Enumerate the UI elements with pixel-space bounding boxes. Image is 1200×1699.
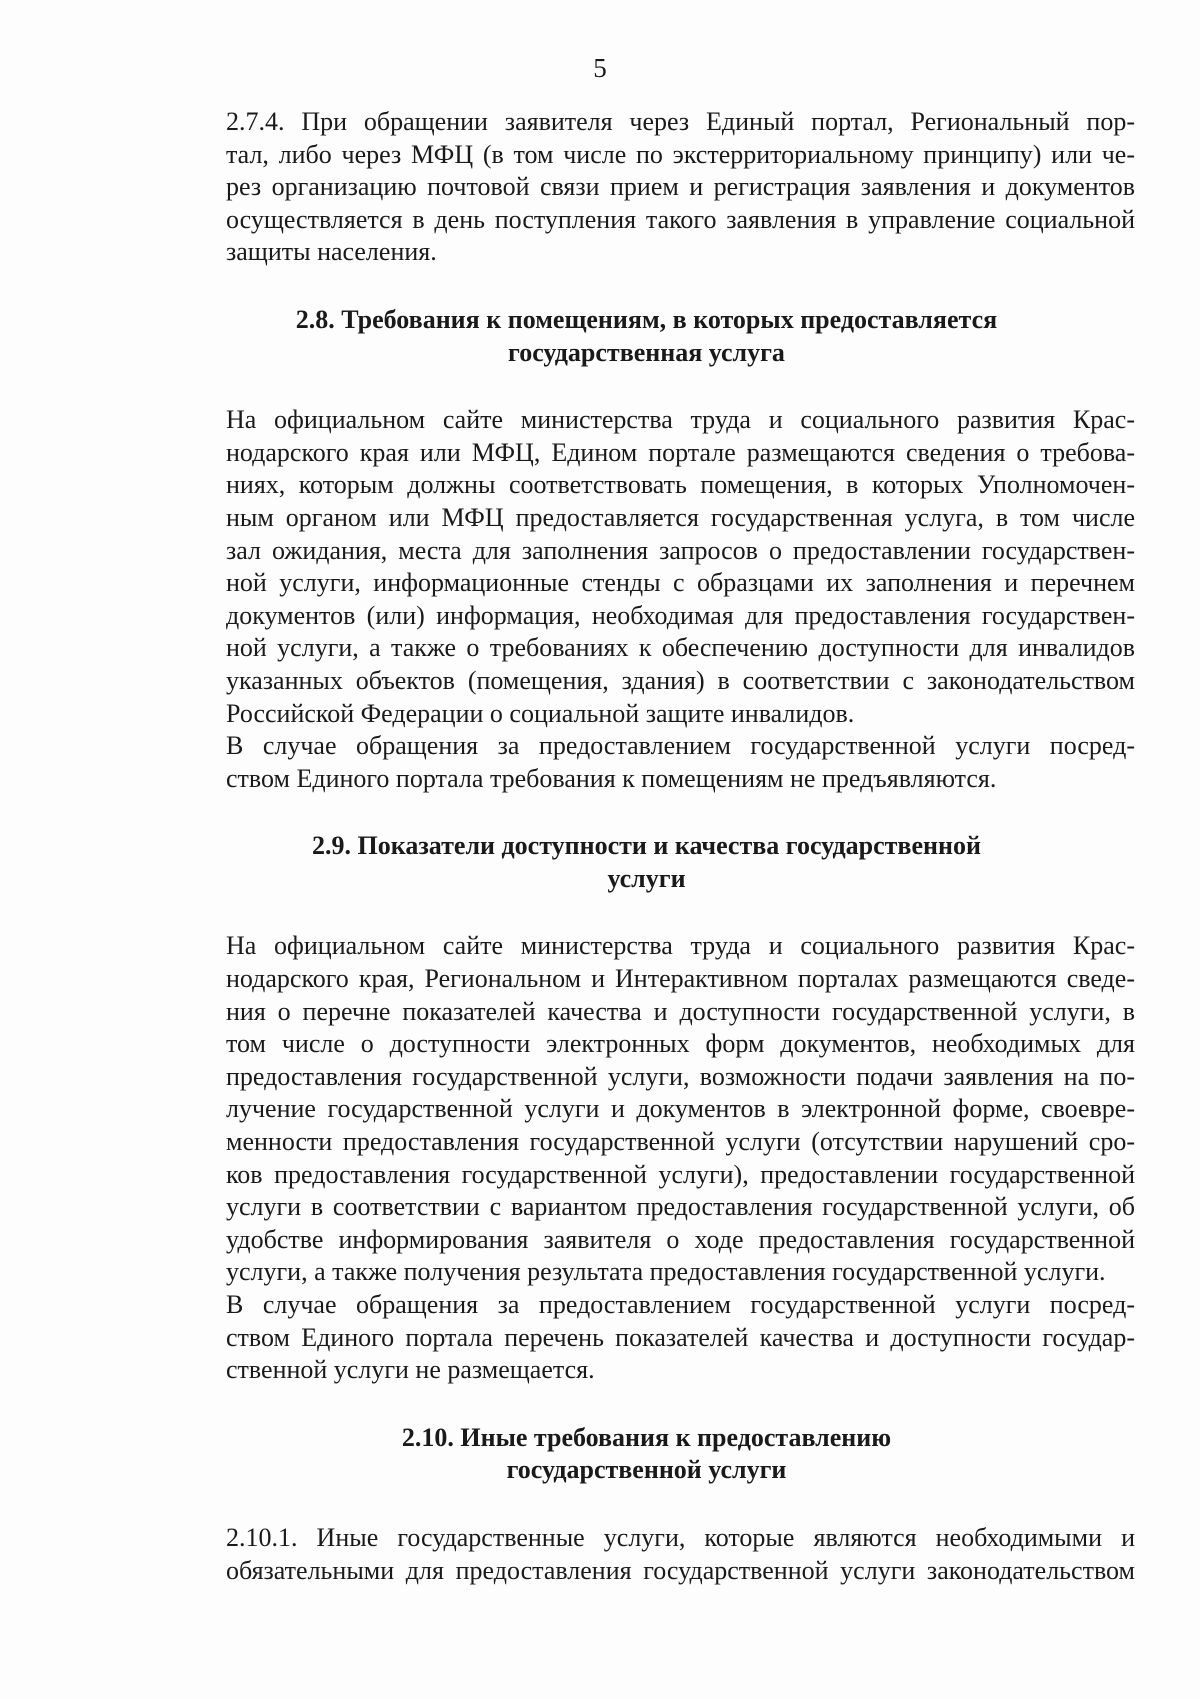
text-line: ниях, которым должны соответствовать помещения, в которых Уполномочен- [226, 470, 1135, 500]
paragraph-2-7-4 [158, 106, 1135, 269]
text-line: указанных объектов (помещения, здания) в соответствии с законодательством [226, 665, 1135, 695]
text-line: услуги, а также получения результата предоставления государственной услуги. [226, 1257, 1106, 1287]
text-line: ным органом или МФЦ предоставляется государственная услуга, в том числе [226, 502, 1135, 532]
text-line: Российской Федерации о социальной защите инвалидов. [226, 698, 855, 728]
section-heading-2-10 [158, 1422, 1135, 1487]
text-line: На официальном сайте министерства труда и социального развития Крас- [226, 405, 1135, 435]
text-line: ной услуги, информационные стенды с образцами их заполнения и перечнем [226, 568, 1135, 598]
text-line: нодарского края или МФЦ, Едином портале размещаются сведения о требова- [226, 437, 1135, 467]
heading-line: государственная услуга [508, 337, 785, 367]
text-line: ством Единого портала перечень показателей качества и доступности государ- [226, 1322, 1135, 1352]
paragraph-2-10-1 [158, 1522, 1135, 1587]
heading-line: 2.10. Иные требования к предоставлению [401, 1422, 892, 1452]
text-line: ством Единого портала требования к помещениям не предъявляются. [226, 763, 997, 793]
heading-line: услуги [607, 863, 686, 893]
paragraph-2-9-b [158, 1289, 1135, 1387]
text-line: 2.10.1. Иные государственные услуги, которые являются необходимыми и [226, 1522, 1135, 1552]
text-line: В случае обращения за предоставлением государственной услуги посред- [226, 1290, 1135, 1319]
text-line: услуги в соответствии с вариантом предоставления государственной услуги, об [226, 1192, 1135, 1222]
text-line: защиты населения. [226, 237, 437, 267]
text-line: тал, либо через МФЦ (в том числе по экстерриториальному принципу) или че- [226, 139, 1135, 169]
section-heading-2-9 [158, 830, 1135, 895]
text-line: зал ожидания, места для заполнения запросов о предоставлении государствен- [226, 535, 1135, 565]
text-line: менности предоставления государственной услуги (отсутствии нарушений сро- [226, 1127, 1135, 1157]
text-line: ния о перечне показателей качества и доступности государственной услуги, в [226, 996, 1135, 1026]
text-line: нодарского края, Региональном и Интерактивном порталах размещаются сведе- [226, 964, 1135, 994]
document-body [158, 106, 1135, 1587]
section-heading-2-8 [158, 304, 1135, 369]
text-line: 2.7.4. При обращении заявителя через Единый портал, Региональный пор- [226, 107, 1135, 136]
text-line: документов (или) информация, необходимая для предоставления государствен- [226, 600, 1135, 630]
text-line: ной услуги, а также о требованиях к обеспечению доступности для инвалидов [226, 633, 1135, 663]
text-line: осуществляется в день поступления такого заявления в управление социальной [226, 204, 1135, 234]
page-number: 5 [593, 53, 607, 83]
paragraph-2-9-a [158, 930, 1135, 1289]
paragraph-2-8-b [158, 730, 1135, 795]
text-line: В случае обращения за предоставлением государственной услуги посред- [226, 731, 1135, 761]
text-line: предоставления государственной услуги, возможности подачи заявления на по- [226, 1061, 1135, 1091]
heading-line: государственной услуги [506, 1455, 787, 1485]
text-line: На официальном сайте министерства труда и социального развития Крас- [226, 931, 1135, 961]
text-line: ственной услуги не размещается. [226, 1355, 595, 1385]
text-line: том числе о доступности электронных форм документов, необходимых для [226, 1029, 1135, 1059]
text-line: рез организацию почтовой связи прием и регистрация заявления и документов [226, 172, 1135, 202]
heading-line: 2.8. Требования к помещениям, в которых предоставляется [295, 304, 998, 334]
text-line: обязательными для предоставления государственной услуги законодательством [226, 1555, 1135, 1585]
text-line: ков предоставления государственной услуги), предоставлении государственной [226, 1159, 1135, 1189]
paragraph-2-8-a [158, 404, 1135, 730]
text-line: удобстве информирования заявителя о ходе предоставления государственной [226, 1224, 1135, 1254]
heading-line: 2.9. Показатели доступности и качества государственной [312, 831, 981, 861]
text-line: лучение государственной услуги и документов в электронной форме, своевре- [226, 1094, 1135, 1124]
